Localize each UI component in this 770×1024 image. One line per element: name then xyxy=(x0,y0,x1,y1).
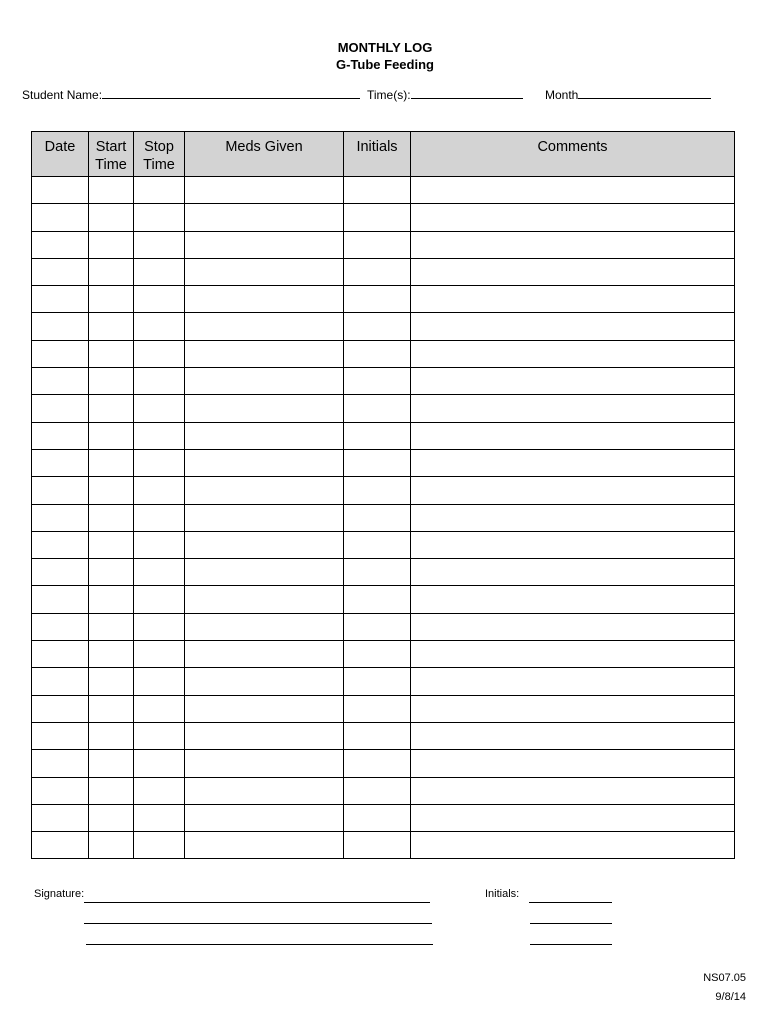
month-field[interactable] xyxy=(545,87,711,102)
cell-comments[interactable] xyxy=(411,395,735,422)
cell-stop-time[interactable] xyxy=(134,449,185,476)
cell-stop-time[interactable] xyxy=(134,777,185,804)
table-row xyxy=(32,177,735,204)
cell-meds-given[interactable] xyxy=(185,695,344,722)
table-row xyxy=(32,641,735,668)
table-row xyxy=(32,668,735,695)
cell-meds-given[interactable] xyxy=(185,258,344,285)
cell-comments[interactable] xyxy=(411,368,735,395)
cell-stop-time[interactable] xyxy=(134,177,185,204)
cell-comments[interactable] xyxy=(411,641,735,668)
signature-label: Signature: xyxy=(34,888,85,900)
cell-meds-given[interactable] xyxy=(185,477,344,504)
table-row xyxy=(32,559,735,586)
cell-stop-time[interactable] xyxy=(134,695,185,722)
table-row xyxy=(32,422,735,449)
cell-meds-given[interactable] xyxy=(185,504,344,531)
cell-stop-time[interactable] xyxy=(134,368,185,395)
cell-stop-time[interactable] xyxy=(134,531,185,558)
cell-stop-time[interactable] xyxy=(134,613,185,640)
cell-initials[interactable] xyxy=(344,531,411,558)
cell-start-time[interactable] xyxy=(89,368,134,395)
student-name-field[interactable] xyxy=(22,87,360,102)
cell-stop-time[interactable] xyxy=(134,422,185,449)
cell-stop-time[interactable] xyxy=(134,641,185,668)
cell-start-time[interactable] xyxy=(89,204,134,231)
table-row xyxy=(32,477,735,504)
cell-initials[interactable] xyxy=(344,722,411,749)
cell-stop-time[interactable] xyxy=(134,559,185,586)
cell-initials[interactable] xyxy=(344,777,411,804)
cell-stop-time[interactable] xyxy=(134,668,185,695)
cell-stop-time[interactable] xyxy=(134,504,185,531)
table-row xyxy=(32,586,735,613)
cell-date[interactable] xyxy=(32,777,89,804)
cell-initials[interactable] xyxy=(344,641,411,668)
cell-initials[interactable] xyxy=(344,504,411,531)
cell-start-time[interactable] xyxy=(89,722,134,749)
table-row xyxy=(32,231,735,258)
cell-initials[interactable] xyxy=(344,231,411,258)
cell-date[interactable] xyxy=(32,531,89,558)
cell-date[interactable] xyxy=(32,668,89,695)
cell-date[interactable] xyxy=(32,804,89,831)
cell-comments[interactable] xyxy=(411,340,735,367)
cell-date[interactable] xyxy=(32,395,89,422)
cell-initials[interactable] xyxy=(344,286,411,313)
table-body xyxy=(32,177,735,859)
student-name-blank[interactable] xyxy=(102,87,360,99)
cell-comments[interactable] xyxy=(411,258,735,285)
cell-comments[interactable] xyxy=(411,231,735,258)
table-row xyxy=(32,204,735,231)
cell-date[interactable] xyxy=(32,559,89,586)
col-header-date: Date xyxy=(32,132,89,177)
cell-initials[interactable] xyxy=(344,804,411,831)
cell-start-time[interactable] xyxy=(89,641,134,668)
cell-comments[interactable] xyxy=(411,449,735,476)
cell-meds-given[interactable] xyxy=(185,313,344,340)
cell-date[interactable] xyxy=(32,258,89,285)
times-field[interactable] xyxy=(367,87,523,102)
cell-date[interactable] xyxy=(32,449,89,476)
cell-date[interactable] xyxy=(32,586,89,613)
cell-initials[interactable] xyxy=(344,258,411,285)
col-header-start-time: Start Time xyxy=(89,132,134,177)
table-row xyxy=(32,777,735,804)
cell-meds-given[interactable] xyxy=(185,832,344,859)
cell-stop-time[interactable] xyxy=(134,586,185,613)
cell-start-time[interactable] xyxy=(89,177,134,204)
table-header-row xyxy=(32,132,735,177)
cell-meds-given[interactable] xyxy=(185,613,344,640)
cell-meds-given[interactable] xyxy=(185,804,344,831)
cell-meds-given[interactable] xyxy=(185,177,344,204)
cell-initials[interactable] xyxy=(344,586,411,613)
cell-meds-given[interactable] xyxy=(185,422,344,449)
cell-stop-time[interactable] xyxy=(134,804,185,831)
cell-initials[interactable] xyxy=(344,313,411,340)
cell-initials[interactable] xyxy=(344,613,411,640)
cell-comments[interactable] xyxy=(411,832,735,859)
cell-meds-given[interactable] xyxy=(185,777,344,804)
cell-start-time[interactable] xyxy=(89,750,134,777)
table-row xyxy=(32,804,735,831)
cell-initials[interactable] xyxy=(344,832,411,859)
cell-meds-given[interactable] xyxy=(185,722,344,749)
cell-start-time[interactable] xyxy=(89,258,134,285)
cell-stop-time[interactable] xyxy=(134,204,185,231)
table-row xyxy=(32,286,735,313)
cell-comments[interactable] xyxy=(411,177,735,204)
cell-comments[interactable] xyxy=(411,531,735,558)
cell-meds-given[interactable] xyxy=(185,204,344,231)
cell-comments[interactable] xyxy=(411,668,735,695)
times-label: Time(s): xyxy=(367,88,411,102)
cell-initials[interactable] xyxy=(344,559,411,586)
col-header-meds-given: Meds Given xyxy=(185,132,344,177)
cell-comments[interactable] xyxy=(411,722,735,749)
cell-comments[interactable] xyxy=(411,777,735,804)
cell-initials[interactable] xyxy=(344,368,411,395)
cell-start-time[interactable] xyxy=(89,422,134,449)
cell-meds-given[interactable] xyxy=(185,641,344,668)
month-label: Month xyxy=(545,88,579,102)
cell-stop-time[interactable] xyxy=(134,832,185,859)
initials-line[interactable] xyxy=(530,922,612,924)
cell-date[interactable] xyxy=(32,231,89,258)
cell-date[interactable] xyxy=(32,177,89,204)
cell-start-time[interactable] xyxy=(89,586,134,613)
cell-comments[interactable] xyxy=(411,286,735,313)
cell-stop-time[interactable] xyxy=(134,340,185,367)
initials-line[interactable] xyxy=(529,901,612,903)
cell-stop-time[interactable] xyxy=(134,477,185,504)
cell-date[interactable] xyxy=(32,422,89,449)
cell-initials[interactable] xyxy=(344,340,411,367)
cell-date[interactable] xyxy=(32,368,89,395)
table-row xyxy=(32,750,735,777)
cell-stop-time[interactable] xyxy=(134,313,185,340)
cell-meds-given[interactable] xyxy=(185,586,344,613)
cell-stop-time[interactable] xyxy=(134,286,185,313)
cell-date[interactable] xyxy=(32,340,89,367)
table-row xyxy=(32,368,735,395)
month-blank[interactable] xyxy=(578,87,711,99)
cell-date[interactable] xyxy=(32,204,89,231)
cell-initials[interactable] xyxy=(344,477,411,504)
cell-meds-given[interactable] xyxy=(185,559,344,586)
table-row xyxy=(32,613,735,640)
cell-start-time[interactable] xyxy=(89,395,134,422)
table-row xyxy=(32,695,735,722)
table-row xyxy=(32,395,735,422)
cell-initials[interactable] xyxy=(344,449,411,476)
cell-comments[interactable] xyxy=(411,477,735,504)
cell-comments[interactable] xyxy=(411,313,735,340)
cell-date[interactable] xyxy=(32,722,89,749)
initials-line[interactable] xyxy=(530,943,612,945)
cell-initials[interactable] xyxy=(344,422,411,449)
feeding-log-table xyxy=(31,131,735,859)
table-row xyxy=(32,504,735,531)
cell-start-time[interactable] xyxy=(89,668,134,695)
cell-initials[interactable] xyxy=(344,695,411,722)
table-row xyxy=(32,340,735,367)
cell-initials[interactable] xyxy=(344,204,411,231)
signature-line[interactable] xyxy=(84,922,432,924)
signature-line[interactable] xyxy=(84,901,430,903)
cell-initials[interactable] xyxy=(344,668,411,695)
student-name-label: Student Name: xyxy=(22,88,103,102)
cell-comments[interactable] xyxy=(411,422,735,449)
cell-comments[interactable] xyxy=(411,504,735,531)
form-revision-date: 9/8/14 xyxy=(715,991,746,1003)
cell-start-time[interactable] xyxy=(89,340,134,367)
cell-date[interactable] xyxy=(32,286,89,313)
cell-date[interactable] xyxy=(32,313,89,340)
col-header-comments: Comments xyxy=(411,132,735,177)
cell-comments[interactable] xyxy=(411,804,735,831)
form-code: NS07.05 xyxy=(703,972,746,984)
cell-stop-time[interactable] xyxy=(134,750,185,777)
cell-start-time[interactable] xyxy=(89,504,134,531)
cell-stop-time[interactable] xyxy=(134,258,185,285)
cell-initials[interactable] xyxy=(344,750,411,777)
cell-comments[interactable] xyxy=(411,613,735,640)
cell-date[interactable] xyxy=(32,832,89,859)
cell-initials[interactable] xyxy=(344,177,411,204)
initials-label: Initials: xyxy=(485,888,520,900)
table-row xyxy=(32,258,735,285)
cell-meds-given[interactable] xyxy=(185,231,344,258)
cell-stop-time[interactable] xyxy=(134,231,185,258)
form-footer xyxy=(703,969,746,1007)
cell-date[interactable] xyxy=(32,613,89,640)
table-row xyxy=(32,832,735,859)
cell-start-time[interactable] xyxy=(89,613,134,640)
times-blank[interactable] xyxy=(411,87,523,99)
table-row xyxy=(32,449,735,476)
table-row xyxy=(32,313,735,340)
cell-date[interactable] xyxy=(32,750,89,777)
page-subtitle: G-Tube Feeding xyxy=(336,57,434,72)
cell-start-time[interactable] xyxy=(89,804,134,831)
cell-meds-given[interactable] xyxy=(185,449,344,476)
cell-comments[interactable] xyxy=(411,586,735,613)
cell-start-time[interactable] xyxy=(89,449,134,476)
cell-initials[interactable] xyxy=(344,395,411,422)
cell-start-time[interactable] xyxy=(89,559,134,586)
cell-comments[interactable] xyxy=(411,204,735,231)
table-row xyxy=(32,722,735,749)
col-header-stop-time: Stop Time xyxy=(134,132,185,177)
cell-meds-given[interactable] xyxy=(185,531,344,558)
cell-date[interactable] xyxy=(32,695,89,722)
cell-date[interactable] xyxy=(32,504,89,531)
cell-start-time[interactable] xyxy=(89,286,134,313)
cell-stop-time[interactable] xyxy=(134,722,185,749)
page-title: MONTHLY LOG xyxy=(337,40,433,55)
cell-comments[interactable] xyxy=(411,695,735,722)
cell-meds-given[interactable] xyxy=(185,750,344,777)
cell-meds-given[interactable] xyxy=(185,286,344,313)
cell-start-time[interactable] xyxy=(89,695,134,722)
cell-meds-given[interactable] xyxy=(185,395,344,422)
cell-meds-given[interactable] xyxy=(185,668,344,695)
cell-meds-given[interactable] xyxy=(185,368,344,395)
cell-start-time[interactable] xyxy=(89,832,134,859)
cell-meds-given[interactable] xyxy=(185,340,344,367)
cell-start-time[interactable] xyxy=(89,231,134,258)
col-header-initials: Initials xyxy=(344,132,411,177)
cell-start-time[interactable] xyxy=(89,777,134,804)
cell-start-time[interactable] xyxy=(89,313,134,340)
cell-date[interactable] xyxy=(32,641,89,668)
cell-comments[interactable] xyxy=(411,559,735,586)
table-row xyxy=(32,531,735,558)
cell-date[interactable] xyxy=(32,477,89,504)
header xyxy=(0,39,770,73)
cell-stop-time[interactable] xyxy=(134,395,185,422)
signature-line[interactable] xyxy=(86,943,433,945)
cell-start-time[interactable] xyxy=(89,477,134,504)
cell-start-time[interactable] xyxy=(89,531,134,558)
cell-comments[interactable] xyxy=(411,750,735,777)
